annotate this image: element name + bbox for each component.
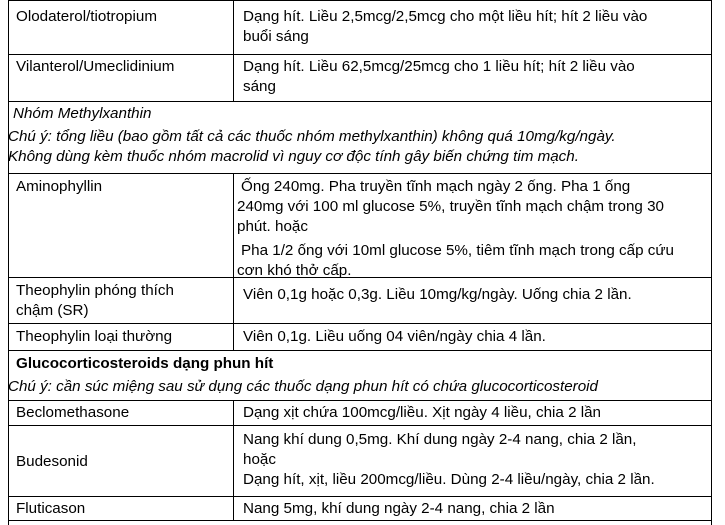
dosage-cell bbox=[243, 430, 655, 490]
drug-name-cell: Theophylin loại thường bbox=[16, 328, 173, 345]
table-border-right bbox=[711, 0, 712, 525]
drug-name-cell: Olodaterol/tiotropium bbox=[16, 8, 157, 25]
note-line: Không dùng kèm thuốc nhóm macrolid vì nguy cơ độc tính gây biến chứng tim mạch. bbox=[8, 148, 579, 165]
dosage-cell bbox=[237, 177, 674, 281]
section-title: Glucocorticosteroids dạng phun hít bbox=[16, 355, 274, 372]
dosage-line: buổi sáng bbox=[243, 28, 309, 45]
table-row-divider bbox=[8, 323, 711, 324]
table-row-divider bbox=[8, 54, 711, 55]
dosage-cell bbox=[243, 7, 647, 47]
dosage-line: 240mg với 100 ml glucose 5%, truyền tĩnh mạch chậm trong 30 bbox=[237, 198, 664, 215]
dosage-line: hoặc bbox=[243, 451, 276, 468]
dosage-line: Dạng hít, xịt, liều 200mcg/liều. Dùng 2-4 liều/ngày, chia 2 lần. bbox=[243, 471, 655, 488]
section-note bbox=[8, 127, 616, 167]
dosage-cell: Viên 0,1g hoặc 0,3g. Liều 10mg/kg/ngày. Uống chia 2 lần. bbox=[243, 286, 632, 303]
dosage-line: Ống 240mg. Pha truyền tĩnh mạch ngày 2 ống. Pha 1 ống bbox=[241, 178, 631, 195]
note-line: Chú ý: tổng liều (bao gồm tất cả các thuốc nhóm methylxanthin) không quá 10mg/kg/ngày. bbox=[8, 128, 616, 145]
dosage-cell: Viên 0,1g. Liều uống 04 viên/ngày chia 4 lần. bbox=[243, 328, 546, 345]
drug-name-cell: Fluticason bbox=[16, 500, 86, 517]
table-row-divider bbox=[8, 520, 711, 521]
dosage-line: Pha 1/2 ống với 10ml glucose 5%, tiêm tĩnh mạch trong cấp cứu bbox=[241, 242, 674, 259]
table-row-divider bbox=[8, 425, 711, 426]
dosage-line: Dạng hít. Liều 62,5mcg/25mcg cho 1 liều hít; hít 2 liều vào bbox=[243, 58, 635, 75]
table-row-divider bbox=[8, 496, 711, 497]
dosage-line: cơn khó thở cấp. bbox=[237, 262, 352, 279]
drug-name-line: chậm (SR) bbox=[16, 302, 89, 319]
table-border-left bbox=[8, 0, 9, 525]
drug-name-cell: Vilanterol/Umeclidinium bbox=[16, 58, 175, 75]
dosage-line: Dạng hít. Liều 2,5mcg/2,5mcg cho một liều hít; hít 2 liều vào bbox=[243, 8, 648, 25]
dosage-cell: Dạng xịt chứa 100mcg/liều. Xịt ngày 4 liều, chia 2 lần bbox=[243, 404, 601, 421]
drug-name-cell: Beclomethasone bbox=[16, 404, 130, 421]
drug-name-line: Theophylin phóng thích bbox=[16, 282, 174, 299]
dosage-cell bbox=[243, 57, 635, 97]
section-note: Chú ý: cần súc miệng sau sử dụng các thuốc dạng phun hít có chứa glucocorticosteroid bbox=[8, 378, 598, 395]
dosage-line: sáng bbox=[243, 78, 276, 95]
table-row-divider bbox=[8, 101, 711, 102]
drug-name-cell: Budesonid bbox=[16, 453, 88, 470]
table-row-divider bbox=[8, 173, 711, 174]
column-divider bbox=[233, 173, 234, 350]
column-divider bbox=[233, 0, 234, 101]
table-border-top bbox=[8, 0, 711, 1]
dosage-line: phút. hoặc bbox=[237, 218, 308, 235]
dosage-cell: Nang 5mg, khí dung ngày 2-4 nang, chia 2 lần bbox=[243, 500, 555, 517]
drug-name-cell: Aminophyllin bbox=[16, 178, 103, 195]
drug-name-cell bbox=[16, 281, 174, 321]
column-divider bbox=[233, 400, 234, 520]
table-row-divider bbox=[8, 350, 711, 351]
dosage-line: Nang khí dung 0,5mg. Khí dung ngày 2-4 nang, chia 2 lần, bbox=[243, 431, 637, 448]
table-row-divider bbox=[8, 400, 711, 401]
section-title: Nhóm Methylxanthin bbox=[13, 105, 152, 122]
